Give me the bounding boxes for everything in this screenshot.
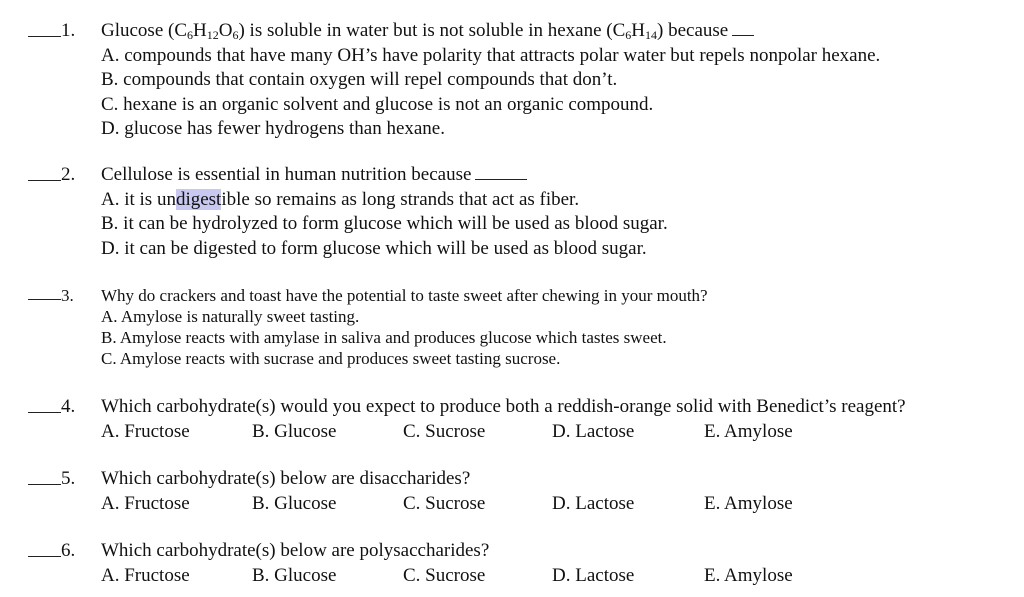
- text-selection-highlight: digest: [175, 188, 222, 210]
- option-glucose: B. Glucose: [252, 564, 337, 586]
- answer-blank[interactable]: [28, 299, 61, 300]
- option-row: [101, 420, 906, 444]
- question-body: [101, 285, 708, 369]
- question-stem: Why do crackers and toast have the potential to taste sweet after chewing in your mouth?: [101, 286, 708, 305]
- question-number: 1.: [61, 20, 76, 41]
- option-glucose: B. Glucose: [252, 420, 337, 442]
- answer-blank[interactable]: [28, 484, 61, 485]
- option-glucose: B. Glucose: [252, 492, 337, 514]
- answer-blank[interactable]: [28, 180, 61, 181]
- option-row: [101, 564, 793, 588]
- option: B. Amylose reacts with amylase in saliva and produces glucose which tastes sweet.: [101, 328, 667, 347]
- question-number: 5.: [61, 468, 76, 489]
- question-number: 4.: [61, 396, 76, 417]
- question-stem: Which carbohydrate(s) below are disaccharides?: [101, 468, 471, 489]
- option: A. Amylose is naturally sweet tasting.: [101, 307, 360, 326]
- option: A. it is undigestible so remains as long strands that act as fiber.: [101, 188, 580, 210]
- question-number: 6.: [61, 540, 76, 561]
- option-lactose: D. Lactose: [552, 564, 635, 586]
- option-fructose: A. Fructose: [101, 492, 190, 514]
- option-amylose: E. Amylose: [704, 564, 793, 586]
- option-lactose: D. Lactose: [552, 420, 635, 442]
- option: C. hexane is an organic solvent and glucose is not an organic compound.: [101, 93, 654, 115]
- question-body: [101, 395, 906, 444]
- question-body: [101, 163, 668, 261]
- option-sucrose: C. Sucrose: [403, 420, 486, 442]
- option: D. it can be digested to form glucose which will be used as blood sugar.: [101, 237, 647, 259]
- option: C. Amylose reacts with sucrase and produces sweet tasting sucrose.: [101, 349, 561, 368]
- option-fructose: A. Fructose: [101, 420, 190, 442]
- option: B. it can be hydrolyzed to form glucose which will be used as blood sugar.: [101, 213, 668, 234]
- answer-blank[interactable]: [28, 36, 61, 37]
- question-stem: Which carbohydrate(s) would you expect to produce both a reddish-orange solid with Benedict’s reagent?: [101, 396, 906, 417]
- option-fructose: A. Fructose: [101, 564, 190, 586]
- answer-blank[interactable]: [28, 412, 61, 413]
- option-row: [101, 492, 793, 516]
- question-stem: Which carbohydrate(s) below are polysaccharides?: [101, 540, 490, 561]
- answer-blank[interactable]: [28, 556, 61, 557]
- question-body: [101, 19, 880, 142]
- question-number: 3.: [61, 286, 74, 305]
- question-number: 2.: [61, 164, 76, 185]
- option: B. compounds that contain oxygen will repel compounds that don’t.: [101, 69, 618, 90]
- question-body: [101, 467, 793, 516]
- option-sucrose: C. Sucrose: [403, 492, 486, 514]
- option: D. glucose has fewer hydrogens than hexane.: [101, 118, 445, 139]
- option-amylose: E. Amylose: [704, 420, 793, 442]
- option-amylose: E. Amylose: [704, 492, 793, 514]
- question-stem: Glucose $(C_6H_{12}O_6)$ is soluble in water but is not soluble in hexane $(C_6H_{14})$ because: [101, 19, 880, 44]
- option-lactose: D. Lactose: [552, 492, 635, 514]
- option: A. compounds that have many OH’s have polarity that attracts polar water but repels nonpolar hexane.: [101, 44, 881, 66]
- stem-blank: [732, 34, 754, 36]
- option-sucrose: C. Sucrose: [403, 564, 486, 586]
- question-body: [101, 539, 793, 588]
- question-stem: Cellulose is essential in human nutrition because: [101, 163, 668, 188]
- stem-blank: [475, 178, 527, 180]
